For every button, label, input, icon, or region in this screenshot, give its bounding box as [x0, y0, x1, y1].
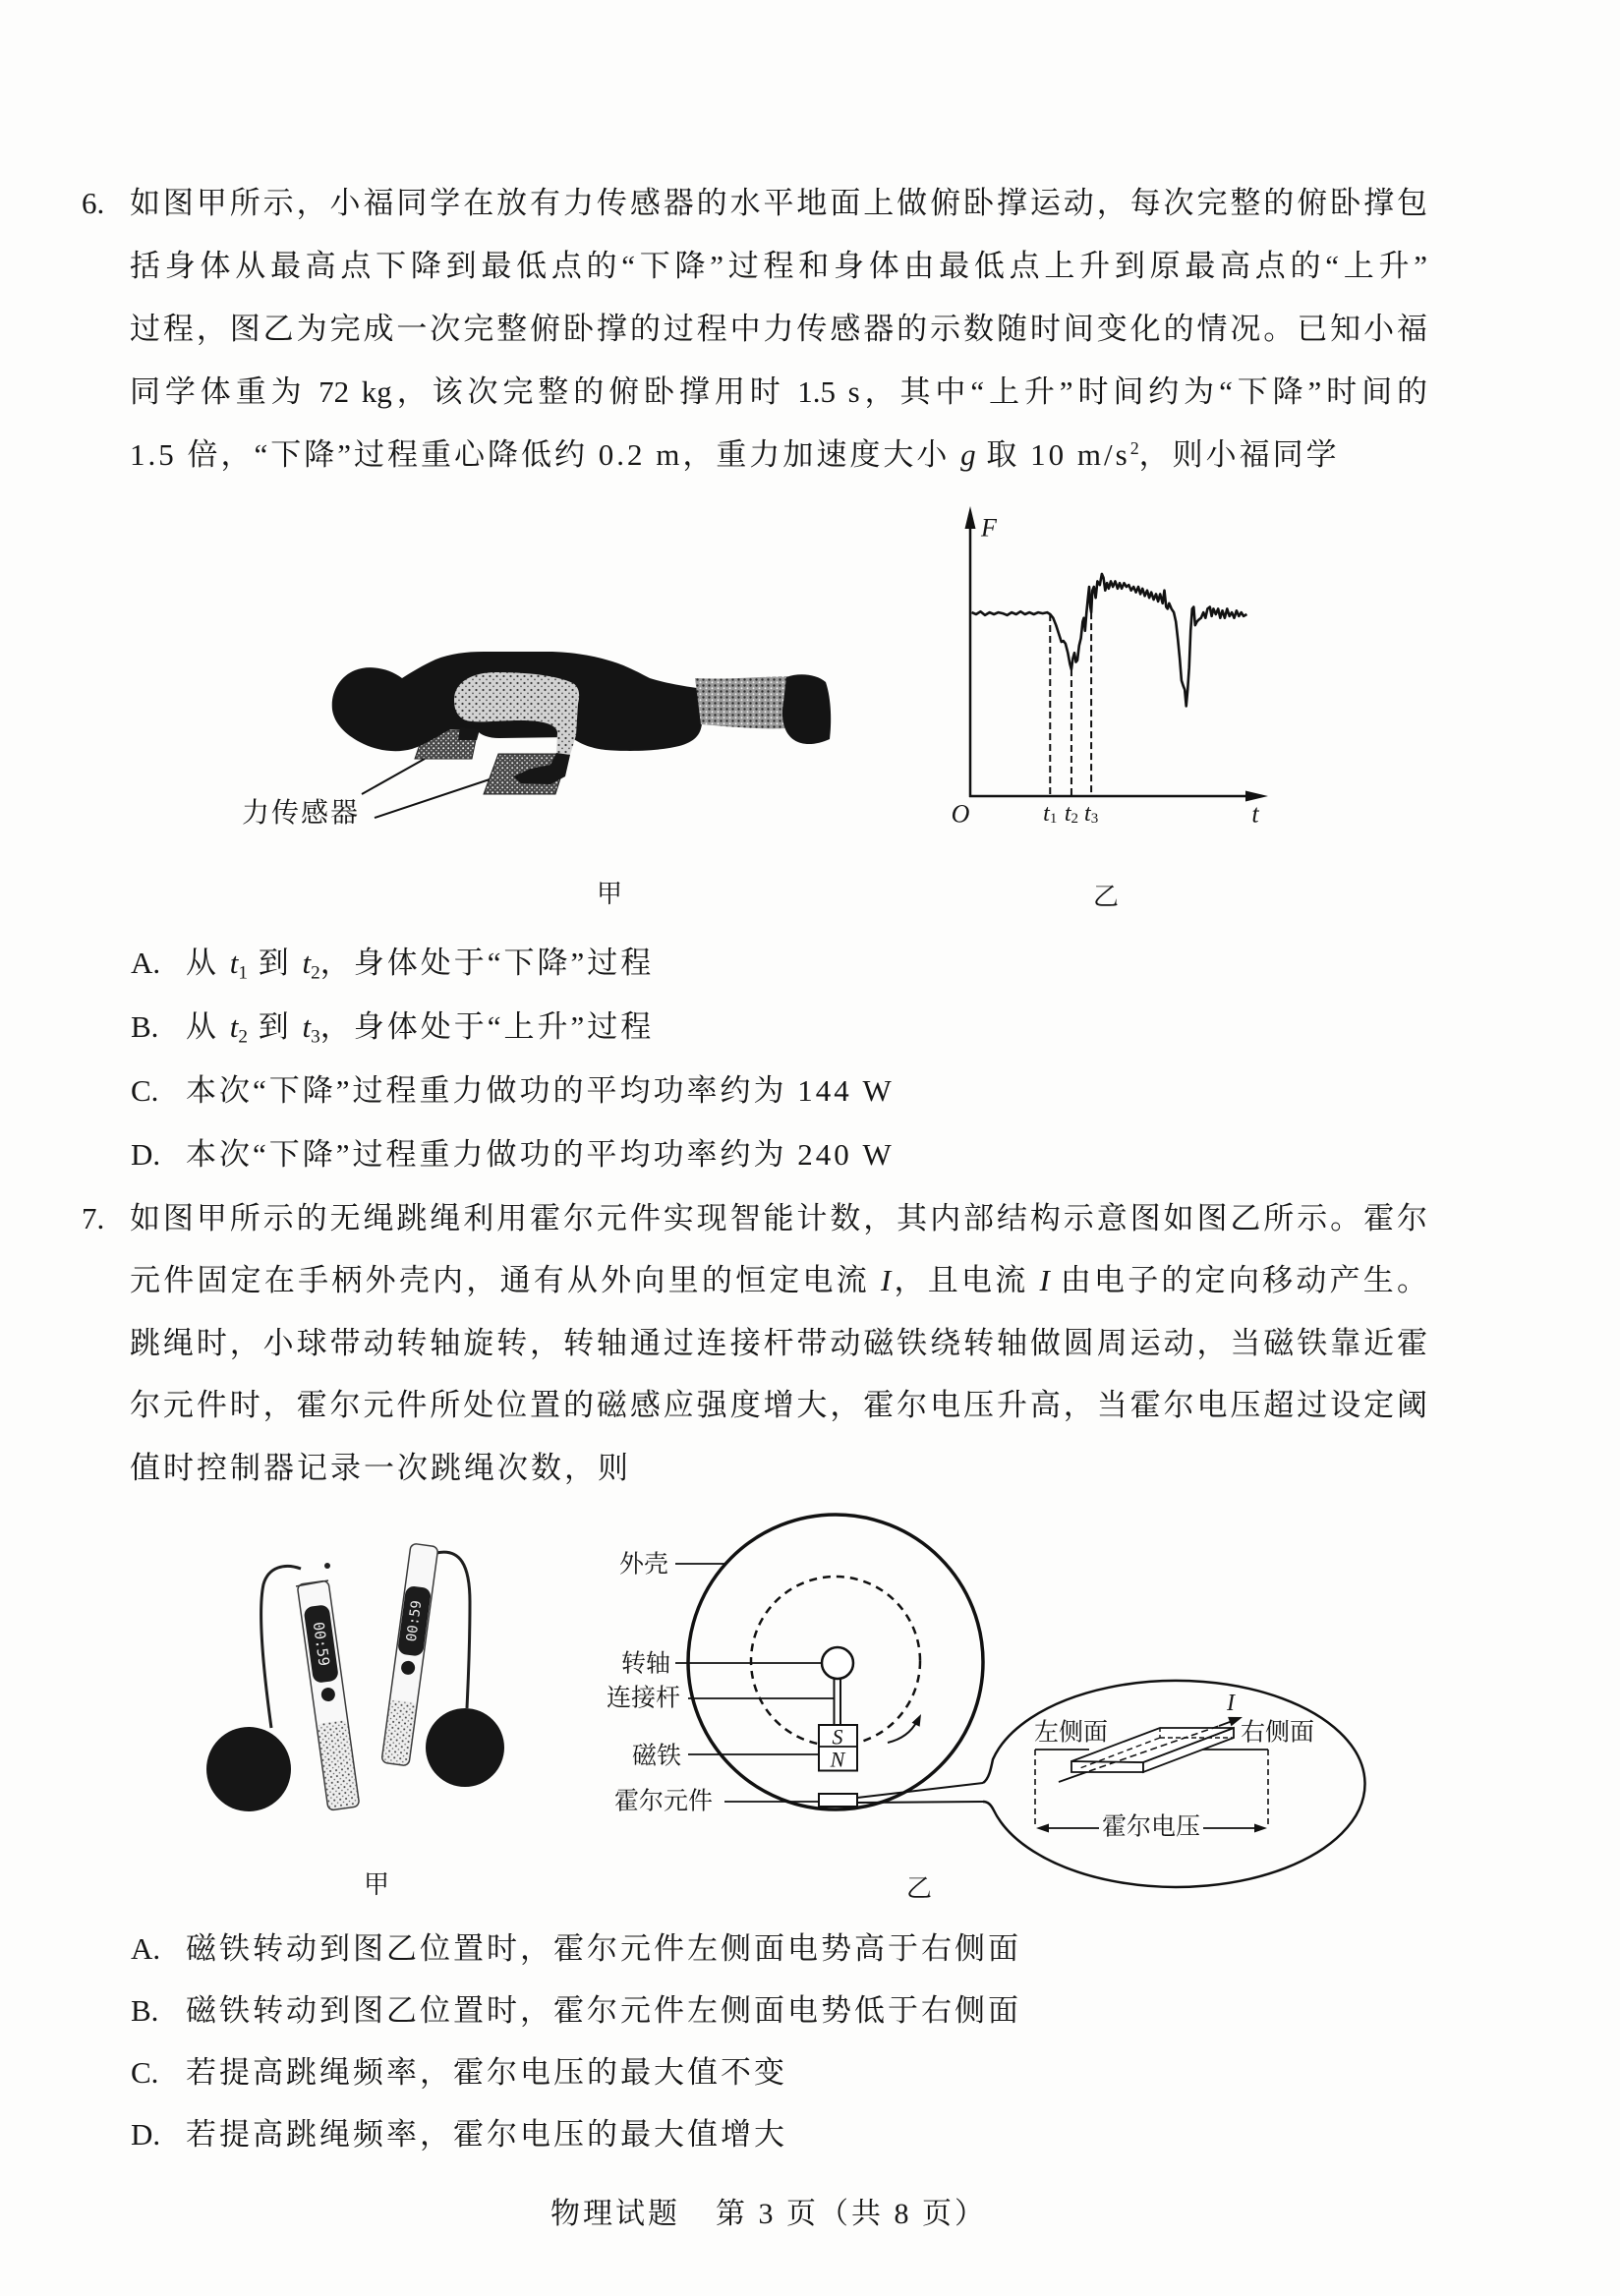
y-axis-label: F — [981, 513, 997, 543]
magnet-s-label: S — [832, 1724, 843, 1750]
option-d-text: 若提高跳绳频率，霍尔电压的最大值增大 — [186, 2117, 787, 2152]
marker-label-t2 — [1065, 801, 1078, 827]
rotation-arrow-head — [912, 1714, 921, 1727]
jump-rope-figure — [187, 1533, 550, 1867]
question-text-line — [130, 1261, 1427, 1300]
y-axis-arrow — [965, 506, 976, 529]
current-symbol: I — [1039, 1263, 1050, 1297]
force-sensor-label: 力传感器 — [242, 798, 361, 829]
marker-subscript: 3 — [1090, 811, 1099, 827]
exponent: 2 — [1129, 437, 1139, 458]
x-axis-label: t — [1251, 799, 1259, 829]
text-segment: ，且电流 — [891, 1263, 1040, 1297]
footer-subject: 物理试题 — [550, 2198, 680, 2230]
rod-label: 连接杆 — [607, 1685, 681, 1712]
figure-caption-a: 甲 — [364, 1870, 390, 1899]
question-text-line: 如图甲所示的无绳跳绳利用霍尔元件实现智能计数，其内部结构示意图如图乙所示。霍尔 — [130, 1201, 1427, 1235]
question-text-line: 跳绳时，小球带动转轴旋转，转轴通过连接杆带动磁铁绕转轴做圆周运动，当磁铁靠近霍 — [130, 1326, 1427, 1360]
option-c-text: 本次“下降”过程重力做功的平均功率约为 144 W — [186, 1073, 895, 1108]
marker-label-t1 — [1043, 801, 1057, 827]
axle — [822, 1647, 853, 1679]
time-symbol: t — [229, 946, 239, 980]
person-legs — [695, 676, 794, 728]
voltage-arrowhead-left — [1036, 1824, 1049, 1833]
pushup-figure — [226, 629, 875, 924]
gravity-symbol: g — [960, 437, 976, 472]
callout-leader-top — [857, 1783, 983, 1798]
left-face-label: 左侧面 — [1034, 1719, 1109, 1747]
voltage-arrowhead-right — [1254, 1824, 1267, 1833]
option-a-label: A. — [131, 946, 161, 980]
figure-caption-b: 乙 — [906, 1874, 933, 1903]
current-symbol: I — [880, 1263, 892, 1297]
question-text-line: 同学体重为 72 kg，该次完整的俯卧撑用时 1.5 s，其中“上升”时间约为“下降”时间的 — [130, 374, 1427, 409]
text-segment: 从 — [186, 946, 230, 980]
force-curve — [972, 574, 1247, 707]
sensor-leader-line — [362, 759, 425, 794]
subscript: 2 — [311, 962, 320, 984]
option-c-label: C. — [131, 2055, 159, 2090]
text-segment: ，则小福同学 — [1138, 437, 1340, 472]
hall-element — [819, 1794, 857, 1807]
shell-label: 外壳 — [619, 1551, 669, 1578]
time-symbol: t — [302, 1009, 312, 1044]
figure-caption-b: 乙 — [1093, 883, 1120, 911]
option-c-label: C. — [131, 1073, 159, 1108]
marker-subscript: 2 — [1070, 811, 1079, 827]
option-d-label: D. — [131, 2117, 161, 2152]
chart-marks — [972, 574, 1247, 827]
left-ball — [206, 1727, 291, 1811]
question-text-line: 如图甲所示，小福同学在放有力传感器的水平地面上做俯卧撑运动，每次完整的俯卧撑包 — [130, 186, 1427, 220]
question-text-line: 括身体从最高点下降到最低点的“下降”过程和身体由最低点上升到原最高点的“上升” — [130, 249, 1427, 283]
text-segment: 到 — [247, 946, 303, 980]
option-b-label: B. — [131, 1993, 159, 2028]
marker-subscript: 1 — [1049, 811, 1058, 827]
magnet-label: 磁铁 — [632, 1743, 682, 1770]
option-c-text: 若提高跳绳频率，霍尔电压的最大值不变 — [186, 2055, 787, 2090]
text-segment: 由电子的定向移动产生。 — [1049, 1263, 1428, 1297]
right-rope — [436, 1552, 470, 1708]
option-d-text: 本次“下降”过程重力做功的平均功率约为 240 W — [186, 1137, 895, 1172]
person-shoe — [782, 674, 831, 744]
origin-label: O — [951, 799, 970, 829]
text-segment: 到 — [247, 1009, 303, 1044]
current-line-out — [1219, 1722, 1231, 1726]
right-display-readout: 00:59 — [403, 1599, 426, 1643]
option-b-text — [186, 1007, 654, 1047]
left-handle-dot — [324, 1563, 330, 1569]
text-segment: 取 10 m/s — [975, 437, 1130, 472]
current-label: I — [1227, 1691, 1235, 1716]
callout-bubble — [983, 1681, 1365, 1887]
question-number: 6. — [82, 186, 105, 220]
option-b-text: 磁铁转动到图乙位置时，霍尔元件左侧面电势低于右侧面 — [186, 1993, 1021, 2028]
time-symbol: t — [229, 1009, 239, 1044]
subscript: 1 — [238, 962, 248, 984]
text-segment: 从 — [186, 1009, 230, 1044]
question-text-line — [130, 435, 1427, 475]
left-rope — [261, 1566, 301, 1728]
question-number: 7. — [82, 1201, 105, 1235]
right-ball — [426, 1708, 504, 1787]
force-time-chart — [924, 491, 1278, 835]
hall-element-label: 霍尔元件 — [614, 1788, 714, 1815]
option-a-text — [186, 944, 654, 983]
left-handle — [297, 1580, 360, 1810]
marker-symbol: t — [1064, 801, 1071, 827]
marker-label-t3 — [1084, 801, 1098, 827]
question-text-line: 值时控制器记录一次跳绳次数，则 — [130, 1451, 631, 1485]
text-segment: 元件固定在手柄外壳内，通有从外向里的恒定电流 — [130, 1263, 881, 1297]
axle-label: 转轴 — [621, 1650, 671, 1678]
option-d-label: D. — [131, 1137, 161, 1172]
person-far-hand — [458, 727, 480, 740]
left-display-readout: 00:59 — [309, 1620, 333, 1668]
option-b-label: B. — [131, 1009, 159, 1044]
question-text-line: 过程，图乙为完成一次完整俯卧撑的过程中力传感器的示数随时间变化的情况。已知小福 — [130, 312, 1427, 346]
figure-caption-a: 甲 — [597, 880, 623, 908]
footer-page-info: 第 3 页（共 8 页） — [716, 2198, 987, 2230]
right-face-label: 右侧面 — [1241, 1719, 1315, 1747]
hall-sensor-diagram — [590, 1514, 1376, 1907]
marker-symbol: t — [1084, 801, 1091, 827]
hall-voltage-label: 霍尔电压 — [1101, 1813, 1201, 1841]
magnet-n-label: N — [830, 1747, 845, 1772]
option-a-text: 磁铁转动到图乙位置时，霍尔元件左侧面电势高于右侧面 — [186, 1931, 1021, 1966]
text-segment: 1.5 倍，“下降”过程重心降低约 0.2 m，重力加速度大小 — [130, 437, 961, 472]
marker-symbol: t — [1043, 801, 1050, 827]
subscript: 3 — [311, 1026, 320, 1048]
time-symbol: t — [302, 946, 312, 980]
text-segment: ，身体处于“下降”过程 — [319, 946, 655, 980]
question-text-line: 尔元件时，霍尔元件所处位置的磁感应强度增大，霍尔电压升高，当霍尔电压超过设定阈 — [130, 1388, 1427, 1422]
option-a-label: A. — [131, 1931, 161, 1966]
callout-leader-bottom — [857, 1802, 983, 1803]
text-segment: ，身体处于“上升”过程 — [319, 1009, 655, 1044]
sensor-leader-line — [375, 779, 490, 818]
subscript: 2 — [238, 1026, 248, 1048]
